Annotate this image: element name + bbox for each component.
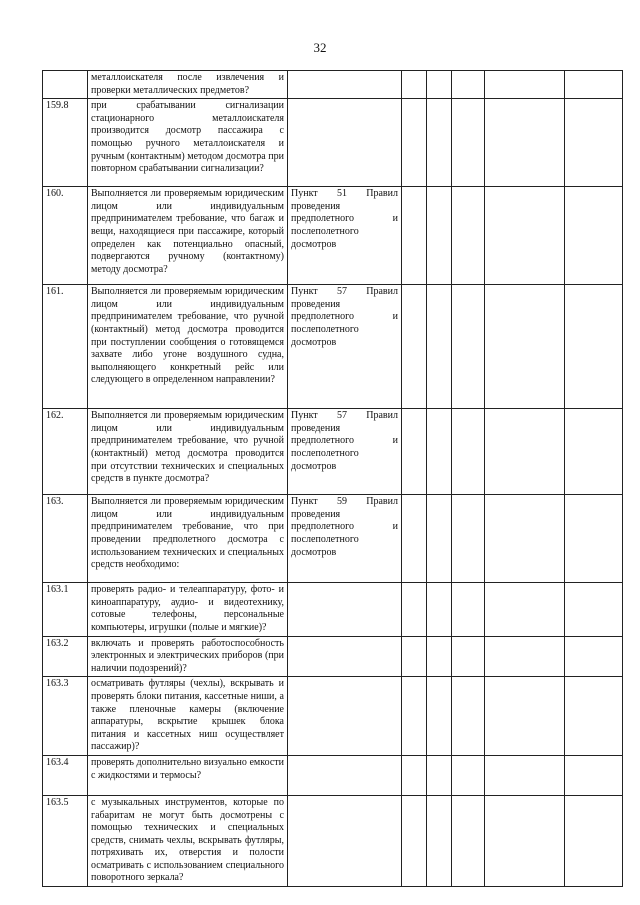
answer-yes-cell (402, 677, 427, 756)
table-row (43, 795, 623, 886)
note-cell (565, 636, 623, 677)
requirement-text: при срабатывании сигнализации стационарного металлоискателя производится досмотр пассажира с помощью ручного металлоискателя и ручным (контактным) методом досмотра при повторном срабатывании сигнализации? (88, 99, 288, 187)
comment-cell (485, 495, 565, 583)
answer-no-cell (427, 187, 452, 285)
answer-no-cell (427, 285, 452, 409)
table-row (43, 285, 623, 409)
row-number: 162. (43, 409, 88, 495)
table-row (43, 71, 623, 99)
answer-na-cell (452, 636, 485, 677)
answer-na-cell (452, 409, 485, 495)
row-number: 159.8 (43, 99, 88, 187)
legal-reference (288, 795, 402, 886)
comment-cell (485, 795, 565, 886)
legal-reference (288, 71, 402, 99)
answer-na-cell (452, 71, 485, 99)
note-cell (565, 409, 623, 495)
requirement-text: Выполняется ли проверяемым юридическим лицом или индивидуальным предпринимателем требование, что ручной (контактный) метод досмотра проводится при поступлении сообщения о готовящемся захвате либо угоне воздушного судна, выполняющего конкретный рейс или следующего в определенном направлении? (88, 285, 288, 409)
answer-na-cell (452, 677, 485, 756)
answer-na-cell (452, 795, 485, 886)
requirement-text: Выполняется ли проверяемым юридическим лицом или индивидуальным предпринимателем требование, что при проведении предполетного досмотра с использованием технических и специальных средств необходимо: (88, 495, 288, 583)
table-row (43, 495, 623, 583)
comment-cell (485, 409, 565, 495)
requirement-text: осматривать футляры (чехлы), вскрывать и проверять блоки питания, кассетные ниши, а также пленочные камеры (включение аппаратуры, вскрытие крышек блока питания и кассетных ниш осуществляет пассажир)? (88, 677, 288, 756)
note-cell (565, 187, 623, 285)
row-number (43, 71, 88, 99)
answer-yes-cell (402, 99, 427, 187)
comment-cell (485, 636, 565, 677)
comment-cell (485, 677, 565, 756)
note-cell (565, 285, 623, 409)
answer-na-cell (452, 583, 485, 636)
legal-reference (288, 99, 402, 187)
requirement-text: проверять дополнительно визуально емкости с жидкостями и термосы? (88, 755, 288, 795)
answer-no-cell (427, 99, 452, 187)
answer-no-cell (427, 795, 452, 886)
row-number: 160. (43, 187, 88, 285)
row-number: 163.3 (43, 677, 88, 756)
answer-na-cell (452, 495, 485, 583)
row-number: 163.2 (43, 636, 88, 677)
note-cell (565, 71, 623, 99)
table-row (43, 677, 623, 756)
table-row (43, 99, 623, 187)
answer-yes-cell (402, 636, 427, 677)
note-cell (565, 755, 623, 795)
answer-na-cell (452, 285, 485, 409)
requirement-text: Выполняется ли проверяемым юридическим лицом или индивидуальным предпринимателем требование, что ручной (контактный) метод досмотра проводится при отсутствии технических и специальных средств в пункте досмотра? (88, 409, 288, 495)
answer-no-cell (427, 636, 452, 677)
answer-na-cell (452, 99, 485, 187)
note-cell (565, 795, 623, 886)
answer-no-cell (427, 755, 452, 795)
requirement-text: металлоискателя после извлечения и проверки металлических предметов? (88, 71, 288, 99)
answer-na-cell (452, 187, 485, 285)
note-cell (565, 677, 623, 756)
answer-yes-cell (402, 755, 427, 795)
table-row (43, 755, 623, 795)
answer-no-cell (427, 583, 452, 636)
table-row (43, 409, 623, 495)
answer-yes-cell (402, 285, 427, 409)
note-cell (565, 495, 623, 583)
answer-yes-cell (402, 495, 427, 583)
comment-cell (485, 285, 565, 409)
requirement-text: проверять радио- и телеаппаратуру, фото- и киноаппаратуру, аудио- и видеотехнику, сотовые телефоны, персональные компьютеры, игрушки (полые и мягкие)? (88, 583, 288, 636)
legal-reference (288, 636, 402, 677)
page-number: 32 (313, 40, 327, 55)
note-cell (565, 583, 623, 636)
legal-reference (288, 583, 402, 636)
answer-na-cell (452, 755, 485, 795)
note-cell (565, 99, 623, 187)
comment-cell (485, 187, 565, 285)
table-row (43, 583, 623, 636)
legal-reference: Пункт 57 Правил проведения предполетного и послеполетного досмотров (288, 409, 402, 495)
row-number: 161. (43, 285, 88, 409)
answer-no-cell (427, 71, 452, 99)
legal-reference: Пункт 51 Правил проведения предполетного и послеполетного досмотров (288, 187, 402, 285)
answer-yes-cell (402, 409, 427, 495)
answer-yes-cell (402, 583, 427, 636)
requirement-text: с музыкальных инструментов, которые по габаритам не могут быть досмотрены с помощью технических и специальных средств, снимать чехлы, вскрывать футляры, потряхивать их, отверстия и полости осматривать с использованием специального поворотного зеркала? (88, 795, 288, 886)
answer-yes-cell (402, 795, 427, 886)
answer-no-cell (427, 409, 452, 495)
legal-reference: Пункт 57 Правил проведения предполетного и послеполетного досмотров (288, 285, 402, 409)
comment-cell (485, 755, 565, 795)
answer-yes-cell (402, 71, 427, 99)
row-number: 163. (43, 495, 88, 583)
legal-reference (288, 755, 402, 795)
row-number: 163.5 (43, 795, 88, 886)
requirement-text: включать и проверять работоспособность электронных и электрических приборов (при наличии подозрений)? (88, 636, 288, 677)
table-row (43, 187, 623, 285)
legal-reference (288, 677, 402, 756)
legal-reference: Пункт 59 Правил проведения предполетного и послеполетного досмотров (288, 495, 402, 583)
comment-cell (485, 583, 565, 636)
answer-no-cell (427, 677, 452, 756)
comment-cell (485, 99, 565, 187)
answer-yes-cell (402, 187, 427, 285)
row-number: 163.1 (43, 583, 88, 636)
comment-cell (485, 71, 565, 99)
row-number: 163.4 (43, 755, 88, 795)
requirement-text: Выполняется ли проверяемым юридическим лицом или индивидуальным предпринимателем требование, что багаж и вещи, находящиеся при пассажире, который определен как потенциально опасный, подвергаются ручному (контактному) методу досмотра? (88, 187, 288, 285)
answer-no-cell (427, 495, 452, 583)
checklist-table (42, 70, 623, 887)
table-row (43, 636, 623, 677)
